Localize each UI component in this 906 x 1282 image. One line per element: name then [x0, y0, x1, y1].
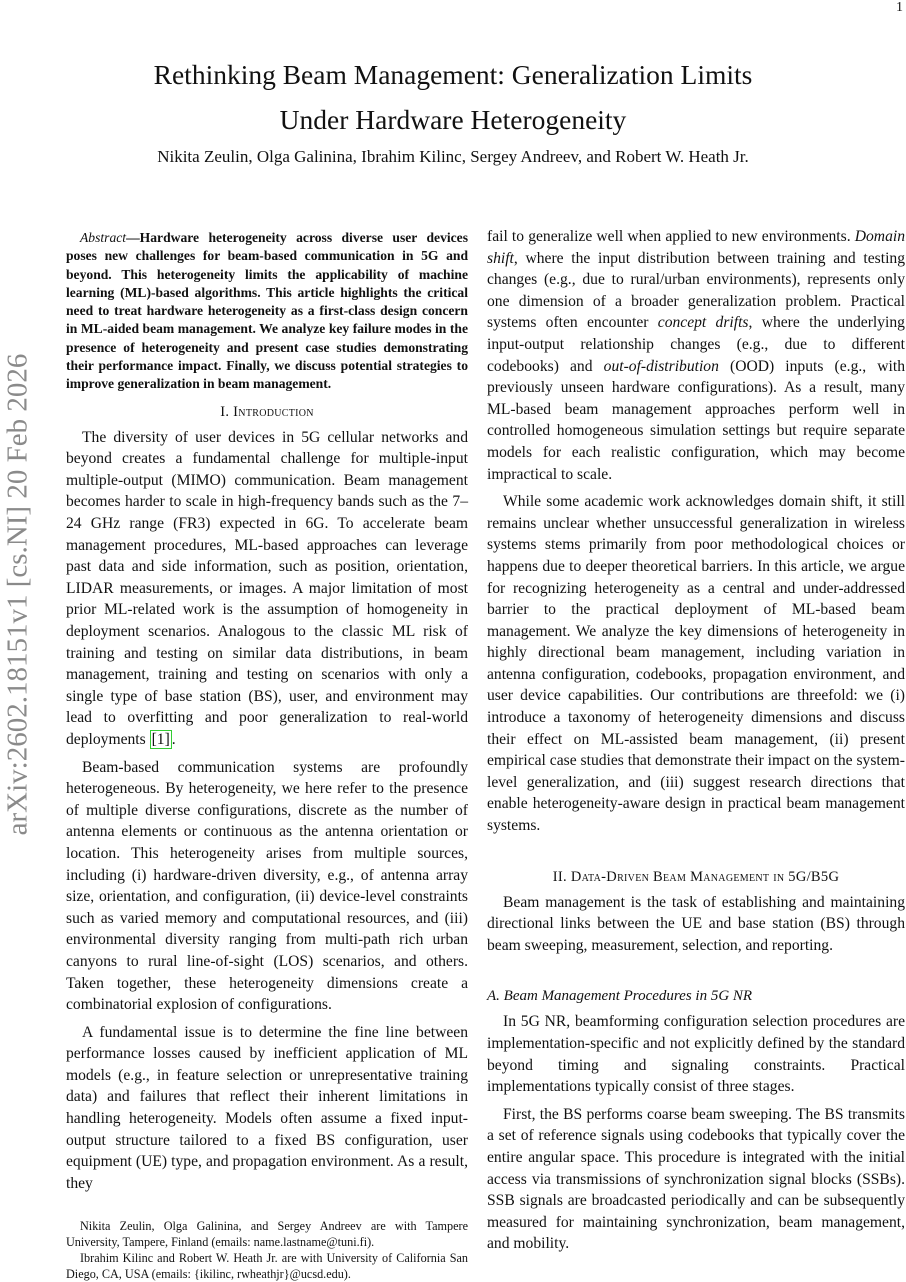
title-line-2: Under Hardware Heterogeneity: [279, 104, 627, 135]
right-column: [487, 226, 905, 1255]
sec2-paragraph-2: In 5G NR, beamforming configuration selection procedures are implementation-specific and not explicitly defined by the standard beyond timing and signaling constraints. Practical implementations typically consist of three stages.: [487, 1013, 905, 1096]
left-column: [66, 229, 468, 1282]
text: (OOD) inputs (e.g., with previously unseen hardware configurations). As a result, many ML-based beam management approaches perform well in controlled homogeneous simulation settings but require separate models for each realistic configuration, which may become impractical to scale.: [487, 357, 906, 483]
sec2-paragraph-1: Beam management is the task of establishing and maintaining directional links between the UE and base station (BS) through beam sweeping, measurement, selection, and reporting.: [487, 893, 905, 954]
sec2-paragraph-3: First, the BS performs coarse beam sweeping. The BS transmits a set of reference signals using codebooks that typically cover the entire angular space. This procedure is integrated with the initial access via transmissions of synchronization signal blocks (SSBs). SSB signals are broadcasted periodically and can be subsequently measured for maintaining synchronization, beam management, and mobility.: [487, 1105, 905, 1253]
term-concept-drifts: concept drifts: [657, 314, 749, 332]
title-line-1: Rethinking Beam Management: Generalization Limits: [153, 59, 753, 90]
intro-paragraph-2: Beam-based communication systems are profoundly heterogeneous. By heterogeneity, we here refer to the presence of multiple diverse configurations, discrete as the number of antenna elements or continuous as the antenna orientation or location. This heterogeneity arises from multiple sources, including (i) hardware-driven diversity, e.g., of antenna array size, orientation, and configuration, (ii) device-level constraints such as varied memory and computational resources, and (iii) environmental diversity ranging from multi-path rich urban canyons to rural line-of-sight (LOS) scenarios, and others. Taken together, these heterogeneity dimensions create a combinatorial explosion of configurations.: [66, 758, 468, 1014]
footnote-2: Ibrahim Kilinc and Robert W. Heath Jr. are with University of California San Diego, CA, USA (emails: {ikilinc, rwheathjr}@ucsd.edu).: [66, 1251, 468, 1282]
page-number: 1: [896, 0, 903, 15]
intro-p1-text: The diversity of user devices in 5G cellular networks and beyond creates a fundamental challenge for multiple-input multiple-output (MIMO) communication. Beam management becomes harder to scale in high-frequency bands such as the 7–24 GHz range (FR3) expected in 6G. To accelerate beam management procedures, ML-based approaches can leverage past data and side information, such as position, orientation, LIDAR measurements, or images. A major limitation of most prior ML-related work is the assumption of homogeneity in deployment scenarios. Analogous to the classic ML risk of training and testing on similar data distributions, in beam management, training and testing on scenarios with only a single type of base station (BS), user, and environment may lead to overfitting and poor generalization to real-world deployments: [66, 428, 468, 748]
intro-paragraph-4: [487, 226, 905, 485]
intro-p1-end: .: [171, 730, 176, 748]
intro-paragraph-5: While some academic work acknowledges domain shift, it still remains unclear whether unsuccessful generalization in wireless systems stems primarily from poor methodological choices or happens due to deeper theoretical barriers. In this article, we argue for recognizing heterogeneity as a central and under-addressed barrier to the practical deployment of ML-based beam management. We analyze the key dimensions of heterogeneity in highly directional beam management, including variation in antenna configuration, codebooks, propagation environment, and user device capabilities. Our contributions are threefold: we (i) introduce a taxonomy of heterogeneity dimensions and discuss their effect on ML-assisted beam management, (ii) present empirical case studies that demonstrate their impact on the system-level generalization, and (iii) suggest research directions that enable heterogeneity-aware design in practical beam management systems.: [487, 493, 905, 835]
footnote-1: Nikita Zeulin, Olga Galinina, and Sergey Andreev are with Tampere University, Tampere, Finland (emails: name.lastname@tuni.fi).: [66, 1219, 468, 1250]
term-ood: out-of-distribution: [603, 357, 719, 375]
footnotes: [66, 1218, 468, 1282]
abstract-label: Abstract: [80, 230, 127, 245]
subsection-heading-a: A. Beam Management Procedures in 5G NR: [487, 988, 753, 1005]
section-heading-introduction: I. Introduction: [220, 403, 314, 420]
text: , where the underlying input-output relationship changes (e.g., due to different codebooks) and: [487, 314, 905, 375]
section-heading-data-driven: II. Data-Driven Beam Management in 5G/B5G: [552, 868, 840, 885]
text: , where the input distribution between training and testing changes (e.g., due to rural/urban environments), represents only one dimension of a broader generalization problem. Practical systems often encounter: [487, 249, 905, 332]
citation-link[interactable]: [1]: [151, 730, 170, 748]
term-domain-shift: Domain shift: [487, 228, 905, 267]
intro-paragraph-3: A fundamental issue is to determine the fine line between performance losses caused by inefficient application of ML models (e.g., in feature selection or unrepresentative training data) and failures that reflect their inherent limitations in handling heterogeneity. Models often assume a fixed input-output structure tailored to a fixed BS configuration, user equipment (UE) type, and propagation environment. As a result, they: [66, 1023, 468, 1192]
authors: Nikita Zeulin, Olga Galinina, Ibrahim Kilinc, Sergey Andreev, and Robert W. Heath Jr.: [157, 147, 749, 166]
abstract-text: —Hardware heterogeneity across diverse user devices poses new challenges for beam-based communication in 5G and beyond. This heterogeneity limits the applicability of machine learning (ML)-based algorithms. This article highlights the critical need to treat hardware heterogeneity as a first-class design concern in ML-aided beam management. We analyze key failure modes in the presence of heterogeneity and present case studies demonstrating their performance impact. Finally, we discuss potential strategies to improve generalization in beam management.: [66, 230, 468, 392]
arxiv-stamp: arXiv:2602.18151v1 [cs.NI] 20 Feb 2026: [1, 353, 34, 836]
abstract: [66, 229, 468, 394]
intro-paragraph-1: [66, 427, 468, 751]
paper-title: [0, 52, 906, 142]
text: fail to generalize well when applied to new environments.: [487, 228, 855, 245]
